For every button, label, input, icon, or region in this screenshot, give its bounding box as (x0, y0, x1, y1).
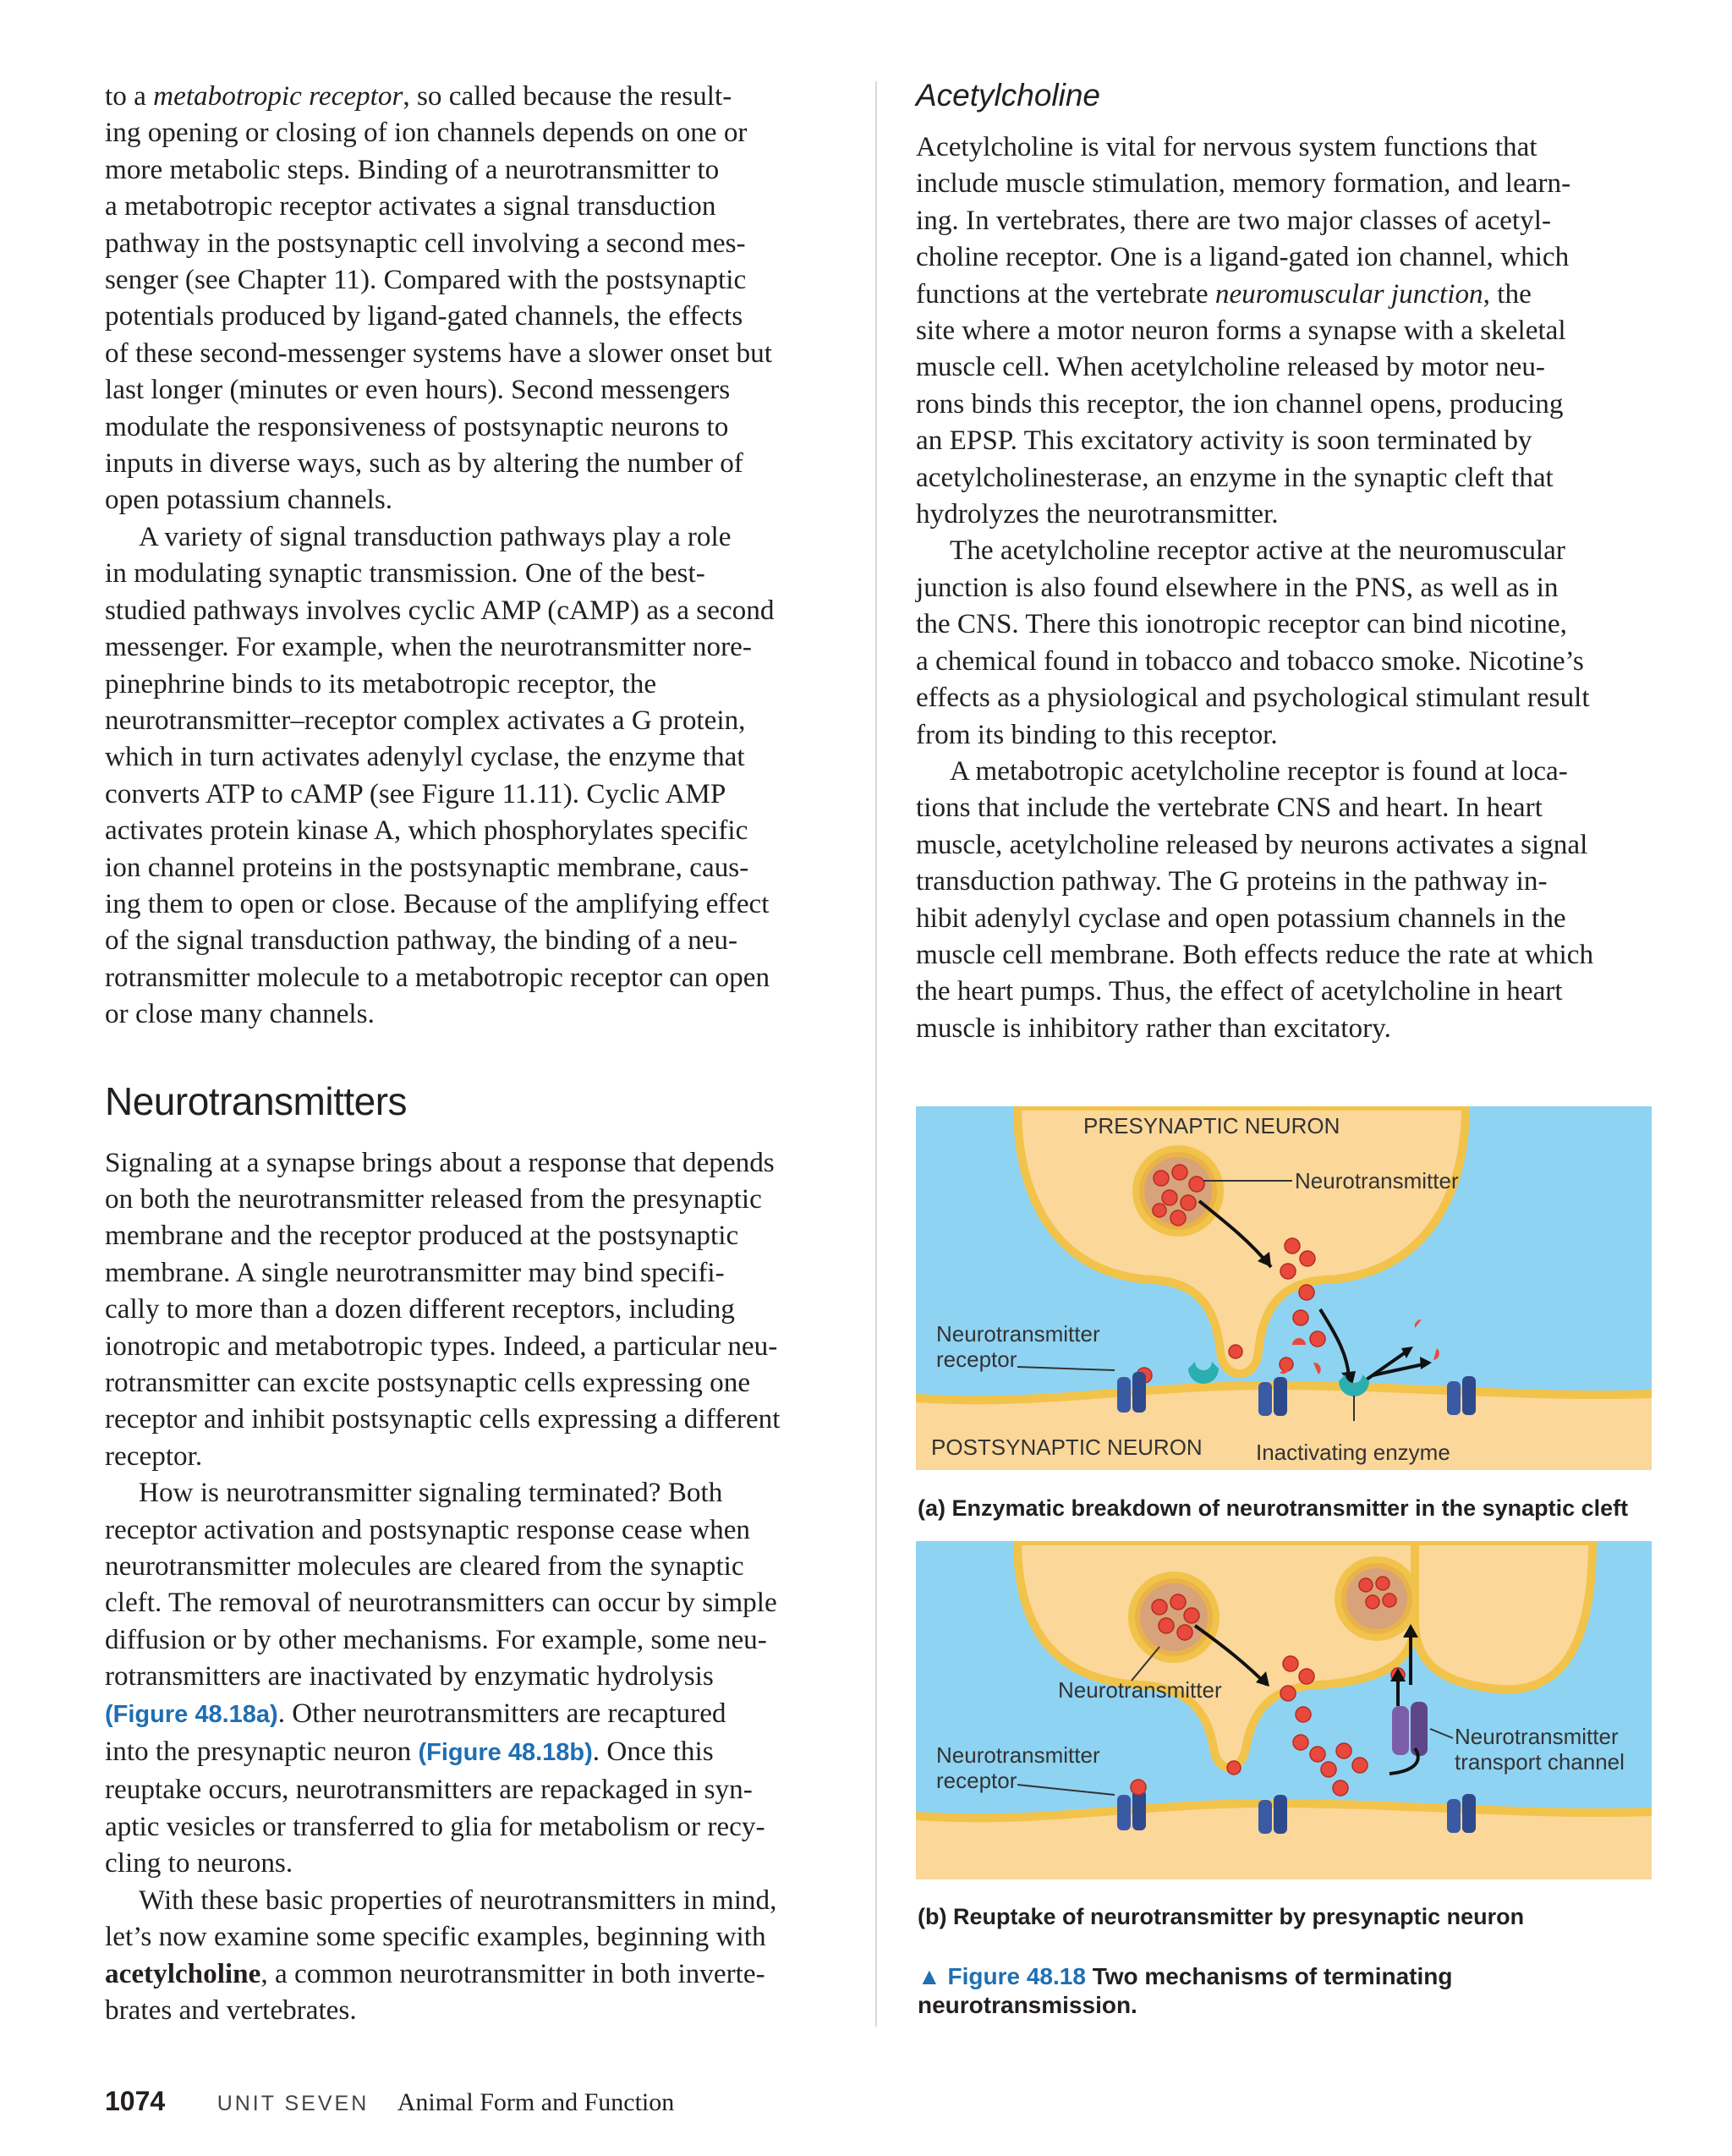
label-presynaptic-neuron: PRESYNAPTIC NEURON (1083, 1113, 1340, 1138)
caption-panel-b: (b) Reuptake of neurotransmitter by presynaptic neuron (918, 1904, 1525, 1929)
text-line: a metabotropic receptor activates a signal transduction (105, 190, 716, 222)
text-line: from its binding to this receptor. (916, 718, 1278, 750)
text-line: receptor. (105, 1440, 203, 1472)
text-line: messenger. For example, when the neurotransmitter nore- (105, 631, 752, 663)
text-line: potentials produced by ligand-gated channels, the effects (105, 300, 743, 332)
text-line: inputs in diverse ways, such as by altering the number of (105, 447, 743, 480)
text-line: muscle, acetylcholine released by neurons activates a signal (916, 828, 1588, 860)
text-line: cally to more than a dozen different receptors, including (105, 1293, 735, 1325)
right-paragraph-2 (916, 532, 1652, 752)
text-line: a chemical found in tobacco and tobacco smoke. Nicotine’s (916, 645, 1584, 677)
text-line: aptic vesicles or transferred to glia for metabolism or recy- (105, 1810, 765, 1842)
page-footer (105, 2086, 674, 2117)
section-heading-neurotransmitters: Neurotransmitters (105, 1078, 408, 1123)
text-line: functions at the vertebrate neuromuscular junction, the (916, 277, 1532, 310)
text-line: rons binds this receptor, the ion channel opens, producing (916, 387, 1564, 420)
caption-panel-a: (a) Enzymatic breakdown of neurotransmitter in the synaptic cleft (918, 1495, 1629, 1521)
label-receptor-line1: Neurotransmitter (936, 1321, 1100, 1347)
column-divider (875, 81, 877, 2027)
text-line: receptor and inhibit postsynaptic cells expressing a different (105, 1403, 781, 1435)
text-line: site where a motor neuron forms a synapse with a skeletal (916, 315, 1566, 347)
text-line: the CNS. There this ionotropic receptor can bind nicotine, (916, 608, 1567, 640)
text-line: the heart pumps. Thus, the effect of acetylcholine in heart (916, 975, 1563, 1007)
text-line: effects as a physiological and psychological stimulant result (916, 682, 1590, 714)
text-line: The acetylcholine receptor active at the neuromuscular (950, 535, 1565, 567)
label-inactivating-enzyme: Inactivating enzyme (1256, 1440, 1450, 1465)
text-line: diffusion or by other mechanisms. For example, some neu- (105, 1623, 767, 1655)
text-line: rotransmitter molecule to a metabotropic receptor can open (105, 961, 770, 993)
text-line: modulate the responsiveness of postsynaptic neurons to (105, 410, 729, 442)
text-line: cling to neurons. (105, 1847, 293, 1879)
text-line: of these second-messenger systems have a slower onset but (105, 337, 772, 369)
text-line: Acetylcholine is vital for nervous system functions that (916, 131, 1537, 162)
text-line: muscle is inhibitory rather than excitatory. (916, 1012, 1391, 1044)
text-line: acetylcholine, a common neurotransmitter in both inverte- (105, 1957, 765, 1989)
text-line: junction is also found elsewhere in the PNS, as well as in (916, 571, 1559, 603)
text-line: ing them to open or close. Because of the amplifying effect (105, 887, 770, 919)
text-line: studied pathways involves cyclic AMP (cAMP) as a second (105, 594, 775, 626)
text-line: or close many channels. (105, 998, 375, 1030)
text-line: hydrolyzes the neurotransmitter. (916, 498, 1279, 530)
text-line: senger (see Chapter 11). Compared with the postsynaptic (105, 264, 747, 296)
left-paragraph-1 (105, 78, 834, 518)
text-line: reuptake occurs, neurotransmitters are repackaged in syn- (105, 1774, 753, 1806)
text-line: acetylcholinesterase, an enzyme in the synaptic cleft that (916, 461, 1554, 493)
text-line: (Figure 48.18a). Other neurotransmitters are recaptured (105, 1697, 726, 1729)
text-line: muscle cell. When acetylcholine released by motor neu- (916, 351, 1545, 383)
right-column (916, 78, 1652, 1046)
figure-title (918, 1962, 1452, 2020)
label-transport-channel-line1: Neurotransmitter (1455, 1724, 1619, 1749)
text-line: ionotropic and metabotropic types. Indeed, a particular neu- (105, 1330, 778, 1362)
page-number: 1074 (105, 2086, 166, 2116)
text-line: A variety of signal transduction pathways play a role (139, 520, 732, 552)
text-line: ion channel proteins in the postsynaptic membrane, caus- (105, 851, 749, 883)
text-line: cleft. The removal of neurotransmitters can occur by simple (105, 1587, 777, 1619)
text-line: receptor activation and postsynaptic response cease when (105, 1513, 751, 1545)
bound-neurotransmitter-b (1131, 1780, 1146, 1795)
text-line: rotransmitter can excite postsynaptic cells expressing one (105, 1367, 751, 1398)
label-neurotransmitter-b: Neurotransmitter (1058, 1677, 1222, 1703)
text-line: pinephrine binds to its metabotropic receptor, the (105, 667, 657, 699)
label-receptor-b-line2: receptor (936, 1768, 1017, 1793)
text-line: activates protein kinase A, which phosphorylates specific (105, 815, 748, 847)
subheading-acetylcholine: Acetylcholine (916, 78, 1101, 112)
text-line: A metabotropic acetylcholine receptor is found at loca- (950, 754, 1568, 787)
right-paragraph-1 (916, 129, 1652, 532)
text-line: membrane and the receptor produced at the postsynaptic (105, 1220, 739, 1252)
text-line: brates and vertebrates. (105, 1994, 357, 2026)
text-line: of the signal transduction pathway, the binding of a neu- (105, 924, 738, 957)
text-line: ing opening or closing of ion channels depends on one or (105, 117, 748, 149)
label-receptor-b-line1: Neurotransmitter (936, 1742, 1100, 1768)
text-line: muscle cell membrane. Both effects reduce the rate at which (916, 938, 1594, 970)
label-postsynaptic-neuron: POSTSYNAPTIC NEURON (931, 1435, 1203, 1460)
text-line: choline receptor. One is a ligand-gated ion channel, which (916, 241, 1570, 273)
left-column (105, 78, 834, 2028)
left-paragraph-3 (105, 1144, 834, 1475)
text-line: transduction pathway. The G proteins in the pathway in- (916, 865, 1548, 897)
figure-marker-icon: ▲ (918, 1963, 941, 1989)
text-line: ing. In vertebrates, there are two major classes of acetyl- (916, 204, 1551, 236)
figure-title-line2: neurotransmission. (918, 1992, 1137, 2018)
text-line: hibit adenylyl cyclase and open potassium channels in the (916, 902, 1566, 934)
text-line: pathway in the postsynaptic cell involving a second mes- (105, 227, 746, 259)
text-line: to a metabotropic receptor, so called because the result- (105, 80, 732, 112)
text-line: let’s now examine some specific examples, beginning with (105, 1921, 766, 1953)
label-receptor-line2: receptor (936, 1347, 1017, 1372)
text-line: last longer (minutes or even hours). Second messengers (105, 374, 731, 406)
text-line: With these basic properties of neurotransmitters in mind, (139, 1884, 777, 1916)
figure-label: Figure 48.18 (947, 1963, 1086, 1989)
text-line: rotransmitters are inactivated by enzymatic hydrolysis (105, 1660, 714, 1692)
text-line: which in turn activates adenylyl cyclase, the enzyme that (105, 741, 745, 773)
label-neurotransmitter: Neurotransmitter (1295, 1168, 1459, 1193)
text-line: on both the neurotransmitter released from the presynaptic (105, 1182, 762, 1215)
figure-panel-b (916, 1541, 1652, 1879)
unit-title: Animal Form and Function (397, 2088, 675, 2116)
text-line: tions that include the vertebrate CNS and heart. In heart (916, 792, 1543, 824)
text-line: open potassium channels. (105, 484, 393, 516)
text-line: an EPSP. This excitatory activity is soon terminated by (916, 425, 1532, 457)
label-transport-channel-line2: transport channel (1455, 1749, 1625, 1775)
text-line: converts ATP to cAMP (see Figure 11.11). Cyclic AMP (105, 777, 726, 809)
left-paragraph-4 (105, 1474, 834, 1881)
unit-label: UNIT SEVEN (216, 2092, 370, 2115)
text-line: neurotransmitter–receptor complex activates a G protein, (105, 704, 746, 736)
text-line: into the presynaptic neuron (Figure 48.18b). Once this (105, 1736, 714, 1768)
text-line: neurotransmitter molecules are cleared from the synaptic (105, 1550, 744, 1583)
text-line: in modulating synaptic transmission. One of the best- (105, 557, 705, 590)
figure-title-line1: Two mechanisms of terminating (1092, 1963, 1453, 1989)
text-line: How is neurotransmitter signaling terminated? Both (139, 1477, 723, 1509)
figure-panel-a (916, 1106, 1652, 1470)
text-line: Signaling at a synapse brings about a response that depends (105, 1146, 775, 1178)
text-line: membrane. A single neurotransmitter may bind specifi- (105, 1256, 725, 1288)
presynaptic-terminal-b-right (1415, 1541, 1592, 1689)
text-line: more metabolic steps. Binding of a neurotransmitter to (105, 153, 720, 185)
left-paragraph-5 (105, 1882, 834, 2029)
left-paragraph-2 (105, 518, 834, 1033)
text-line: include muscle stimulation, memory formation, and learn- (916, 167, 1571, 200)
right-paragraph-3 (916, 753, 1652, 1046)
